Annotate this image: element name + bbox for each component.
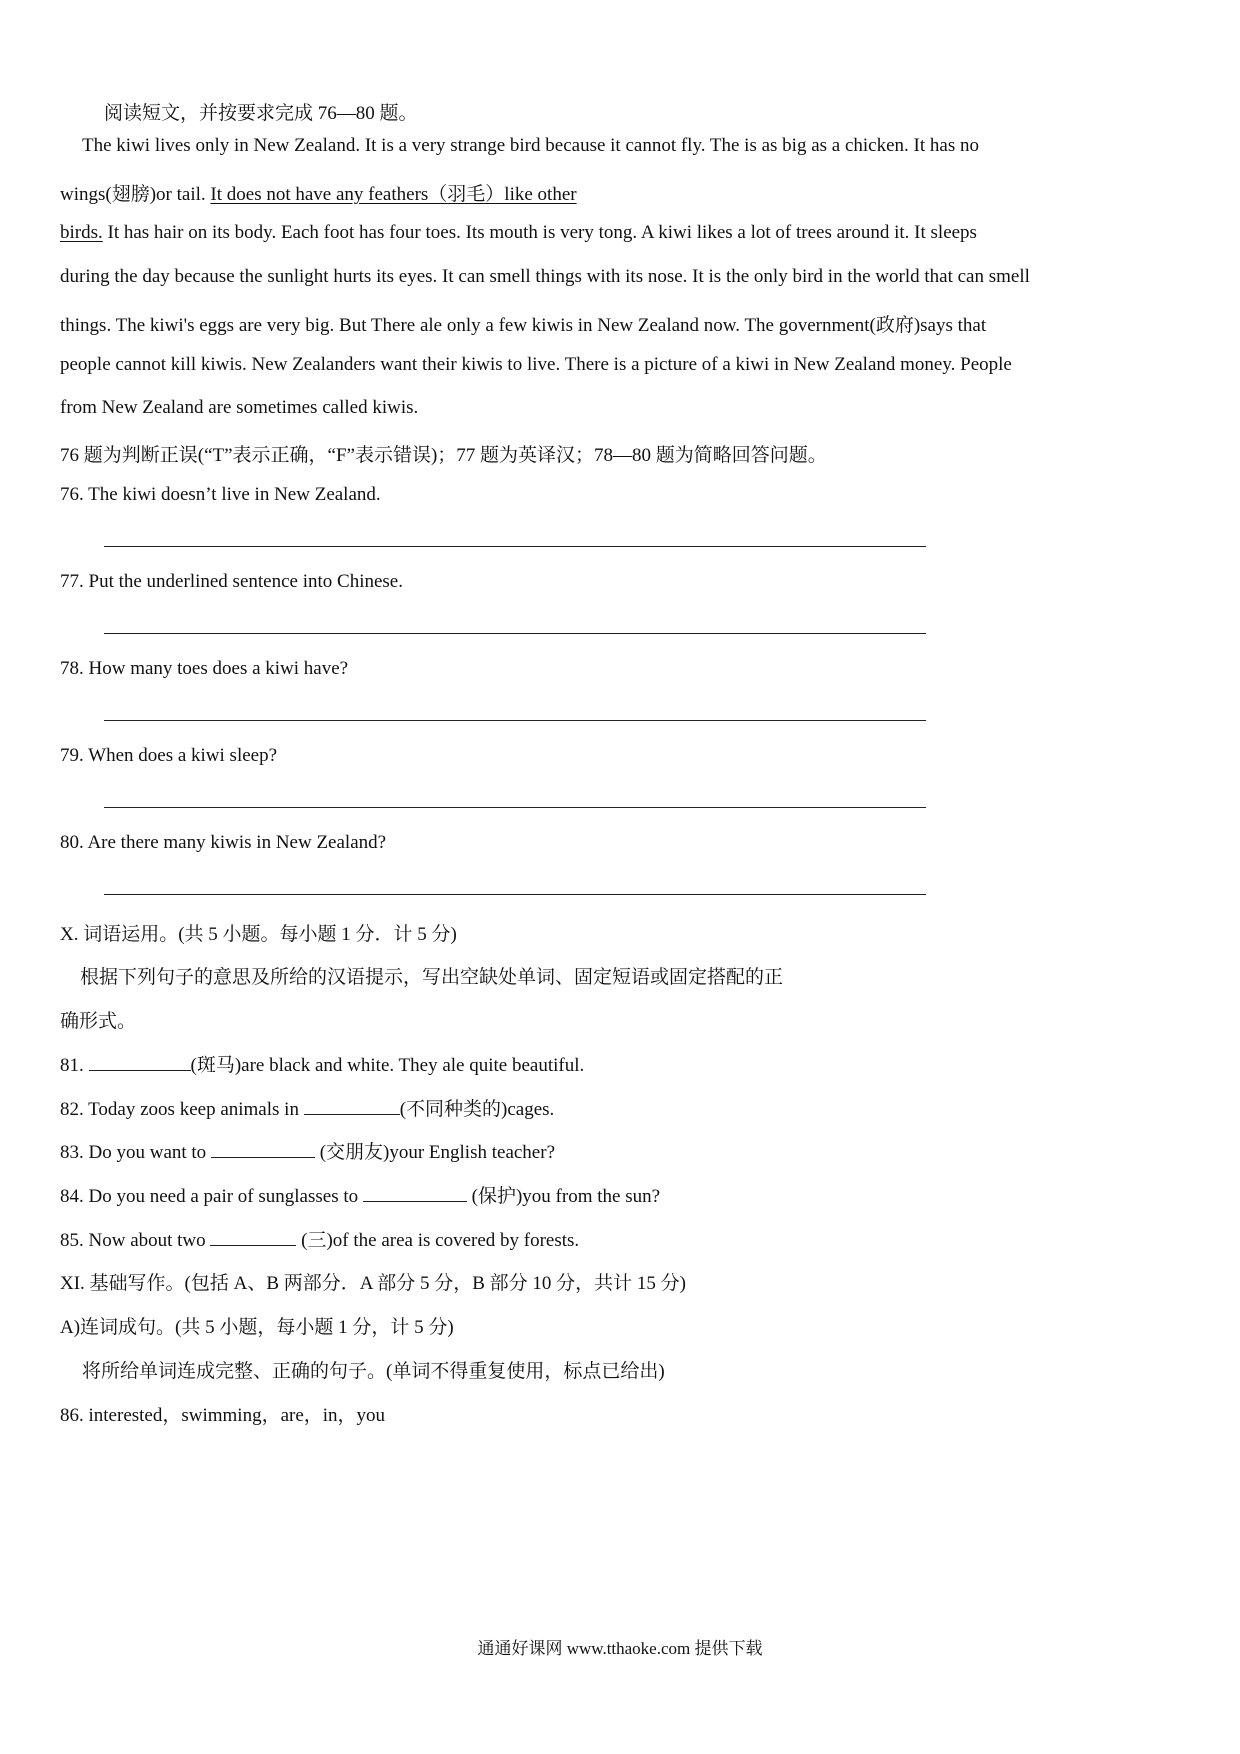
passage-text: It has hair on its body. Each foot has four toes. Its mouth is very tong. A kiwi likes a lot of trees around it. It sleeps xyxy=(102,222,977,243)
answer-line-76[interactable] xyxy=(104,546,926,547)
fill-blank-84[interactable] xyxy=(363,1183,467,1202)
question-86: 86. interested，swimming，are，in，you xyxy=(60,1405,386,1426)
question-80: 80. Are there many kiwis in New Zealand? xyxy=(60,832,387,853)
passage-text: wings(翅膀)or tail. xyxy=(60,184,211,205)
question-78: 78. How many toes does a kiwi have? xyxy=(60,658,349,679)
passage-line: during the day because the sunlight hurts its eyes. It can smell things with its nose. It is the only bird in the world that can smell xyxy=(60,266,1030,287)
question-text: 83. Do you want to xyxy=(60,1142,211,1163)
question-text: (保护)you from the sun? xyxy=(466,1186,661,1207)
fill-blank-83[interactable] xyxy=(211,1139,315,1158)
fill-blank-82[interactable] xyxy=(304,1096,400,1115)
question-77: 77. Put the underlined sentence into Chinese. xyxy=(60,571,403,592)
passage-line: from New Zealand are sometimes called kiwis. xyxy=(60,397,419,418)
question-text: (不同种类的)cages. xyxy=(399,1099,555,1120)
passage-line: things. The kiwi's eggs are very big. But There ale only a few kiwis in New Zealand now. The government(政府)says that xyxy=(60,315,987,336)
question-82 xyxy=(60,1094,554,1121)
fill-blank-81[interactable] xyxy=(89,1052,191,1071)
passage-line xyxy=(60,222,977,244)
answer-line-78[interactable] xyxy=(104,720,926,721)
section-xi-instruction: 将所给单词连成完整、正确的句子。(单词不得重复使用，标点已给出) xyxy=(82,1361,665,1382)
answer-line-79[interactable] xyxy=(104,807,926,808)
question-79: 79. When does a kiwi sleep? xyxy=(60,745,278,766)
question-76: 76. The kiwi doesn’t live in New Zealand. xyxy=(60,484,381,505)
question-text: 81. xyxy=(60,1055,89,1076)
section-xi-part-a: A)连词成句。(共 5 小题，每小题 1 分，计 5 分) xyxy=(60,1317,454,1338)
section-x-instruction: 确形式。 xyxy=(60,1011,137,1032)
answer-line-80[interactable] xyxy=(104,894,926,895)
section-x-instruction: 根据下列句子的意思及所给的汉语提示，写出空缺处单词、固定短语或固定搭配的正 xyxy=(80,967,784,988)
question-84 xyxy=(60,1181,660,1208)
underlined-sentence: It does not have any feathers（羽毛）like other xyxy=(210,184,577,205)
section-xi-title: XI. 基础写作。(包括 A、B 两部分．A 部分 5 分，B 部分 10 分，共计 15 分) xyxy=(60,1273,686,1294)
question-85 xyxy=(60,1225,579,1252)
question-83 xyxy=(60,1137,555,1164)
question-text: (三)of the area is covered by forests. xyxy=(296,1230,580,1251)
question-81 xyxy=(60,1050,584,1077)
question-text: 85. Now about two xyxy=(60,1230,211,1251)
answer-line-77[interactable] xyxy=(104,633,926,634)
fill-blank-85[interactable] xyxy=(210,1227,296,1246)
reading-instruction: 阅读短文，并按要求完成 76—80 题。 xyxy=(104,103,418,124)
question-text: 84. Do you need a pair of sunglasses to xyxy=(60,1186,363,1207)
passage-line: The kiwi lives only in New Zealand. It is a very strange bird because it cannot fly. The is as big as a chicken. It has no xyxy=(82,135,979,156)
section-x-title: X. 词语运用。(共 5 小题。每小题 1 分．计 5 分) xyxy=(60,924,457,945)
question-text: (交朋友)your English teacher? xyxy=(314,1142,555,1163)
page-footer: 通通好课网 www.tthaoke.com 提供下载 xyxy=(477,1639,763,1658)
passage-line: people cannot kill kiwis. New Zealanders want their kiwis to live. There is a picture of a kiwi in New Zealand money. People xyxy=(60,354,1012,375)
passage-line xyxy=(60,179,577,206)
underlined-sentence: birds. xyxy=(60,222,103,243)
question-text: (斑马)are black and white. They ale quite beautiful. xyxy=(190,1055,585,1076)
task-note: 76 题为判断正误(“T”表示正确，“F”表示错误)；77 题为英译汉；78—80 题为简略回答问题。 xyxy=(60,445,827,466)
question-text: 82. Today zoos keep animals in xyxy=(60,1099,304,1120)
